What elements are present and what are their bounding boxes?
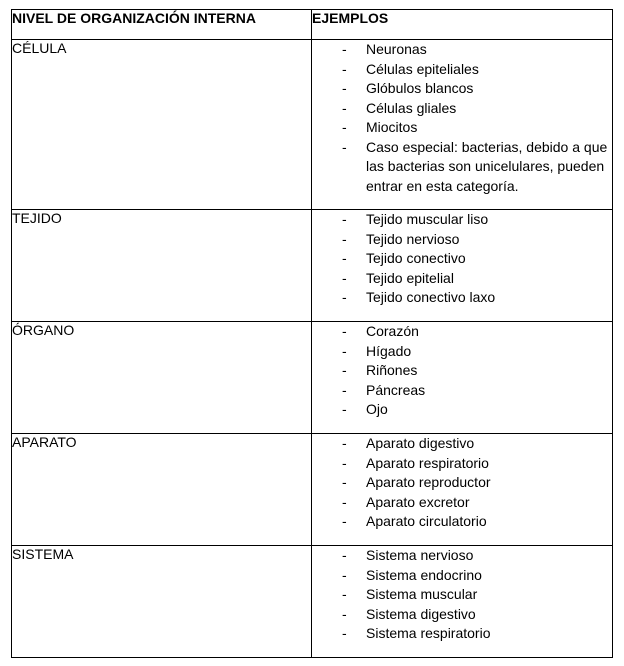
dash-bullet: - — [342, 493, 347, 510]
dash-bullet: - — [342, 362, 347, 378]
examples-cell — [312, 40, 613, 210]
example-text: Aparato digestivo — [366, 435, 475, 451]
example-text: Neuronas — [366, 41, 427, 57]
dash-bullet: - — [342, 211, 347, 227]
list-item — [312, 249, 612, 269]
dash-bullet: - — [342, 605, 347, 622]
examples-cell — [312, 546, 613, 658]
dash-bullet: - — [342, 586, 347, 602]
table-row-celula — [12, 40, 613, 210]
example-text: Sistema respiratorio — [366, 625, 491, 641]
examples-cell — [312, 210, 613, 322]
example-text: Páncreas — [366, 381, 426, 398]
list-item — [312, 400, 612, 420]
example-text: Tejido epitelial — [366, 269, 454, 286]
list-item — [312, 512, 612, 532]
dash-bullet: - — [342, 474, 347, 490]
example-text: Aparato excretor — [366, 493, 470, 510]
level-cell: SISTEMA — [12, 546, 312, 658]
example-text: Ojo — [366, 401, 388, 417]
dash-bullet: - — [342, 80, 347, 96]
list-item — [312, 99, 612, 119]
example-text: Sistema muscular — [366, 586, 478, 602]
example-text: Glóbulos blancos — [366, 80, 474, 96]
list-item — [312, 585, 612, 605]
dash-bullet: - — [342, 60, 347, 77]
dash-bullet: - — [342, 230, 347, 247]
dash-bullet: - — [342, 381, 347, 398]
level-cell: CÉLULA — [12, 40, 312, 210]
table-row-tejido — [12, 210, 613, 322]
dash-bullet: - — [342, 138, 347, 155]
list-item — [312, 605, 612, 625]
list-item — [312, 322, 612, 342]
dash-bullet: - — [342, 401, 347, 417]
list-item — [312, 361, 612, 381]
table-body — [12, 40, 613, 658]
dash-bullet: - — [342, 547, 347, 563]
dash-bullet: - — [342, 566, 347, 583]
dash-bullet: - — [342, 250, 347, 266]
example-text: Sistema endocrino — [366, 566, 482, 583]
example-text: Aparato respiratorio — [366, 454, 489, 471]
table-header-row — [12, 10, 613, 40]
dash-bullet: - — [342, 625, 347, 641]
list-item — [312, 138, 612, 197]
header-level: NIVEL DE ORGANIZACIÓN INTERNA — [12, 10, 312, 40]
example-text: Aparato circulatorio — [366, 513, 487, 529]
dash-bullet: - — [342, 513, 347, 529]
list-item — [312, 473, 612, 493]
example-text: Riñones — [366, 362, 418, 378]
list-item — [312, 342, 612, 362]
examples-list — [312, 434, 612, 532]
example-text: Sistema nervioso — [366, 547, 474, 563]
examples-list — [312, 546, 612, 644]
list-item — [312, 624, 612, 644]
list-item — [312, 118, 612, 138]
list-item — [312, 493, 612, 513]
list-item — [312, 454, 612, 474]
list-item — [312, 381, 612, 401]
organization-levels-table — [11, 9, 613, 658]
example-text: Miocitos — [366, 119, 418, 135]
dash-bullet: - — [342, 454, 347, 471]
example-text: Sistema digestivo — [366, 605, 476, 622]
list-item — [312, 288, 612, 308]
example-text: Tejido conectivo — [366, 250, 466, 266]
dash-bullet: - — [342, 41, 347, 57]
examples-cell — [312, 434, 613, 546]
header-examples: EJEMPLOS — [312, 10, 613, 40]
example-text: Corazón — [366, 323, 419, 339]
dash-bullet: - — [342, 435, 347, 451]
dash-bullet: - — [342, 289, 347, 305]
list-item — [312, 79, 612, 99]
dash-bullet: - — [342, 342, 347, 359]
level-cell: ÓRGANO — [12, 322, 312, 434]
table-row-sistema — [12, 546, 613, 658]
list-item — [312, 230, 612, 250]
example-text: Células epiteliales — [366, 60, 479, 77]
dash-bullet: - — [342, 99, 347, 116]
list-item — [312, 434, 612, 454]
example-text: Tejido conectivo laxo — [366, 289, 496, 305]
examples-list — [312, 40, 612, 196]
list-item — [312, 60, 612, 80]
dash-bullet: - — [342, 323, 347, 339]
level-cell: APARATO — [12, 434, 312, 546]
table-row-aparato — [12, 434, 613, 546]
dash-bullet: - — [342, 269, 347, 286]
list-item — [312, 566, 612, 586]
list-item — [312, 40, 612, 60]
example-text: Tejido nervioso — [366, 230, 460, 247]
list-item — [312, 546, 612, 566]
dash-bullet: - — [342, 119, 347, 135]
example-text: Hígado — [366, 342, 412, 359]
example-text: Tejido muscular liso — [366, 211, 489, 227]
list-item — [312, 269, 612, 289]
example-text: Aparato reproductor — [366, 474, 491, 490]
examples-cell — [312, 322, 613, 434]
table-row-organo — [12, 322, 613, 434]
level-cell: TEJIDO — [12, 210, 312, 322]
examples-list — [312, 322, 612, 420]
example-text: Caso especial: bacterias, debido a que las bacterias son unicelulares, pueden entrar en esta categoría. — [366, 138, 608, 194]
example-text: Células gliales — [366, 99, 457, 116]
examples-list — [312, 210, 612, 308]
list-item — [312, 210, 612, 230]
